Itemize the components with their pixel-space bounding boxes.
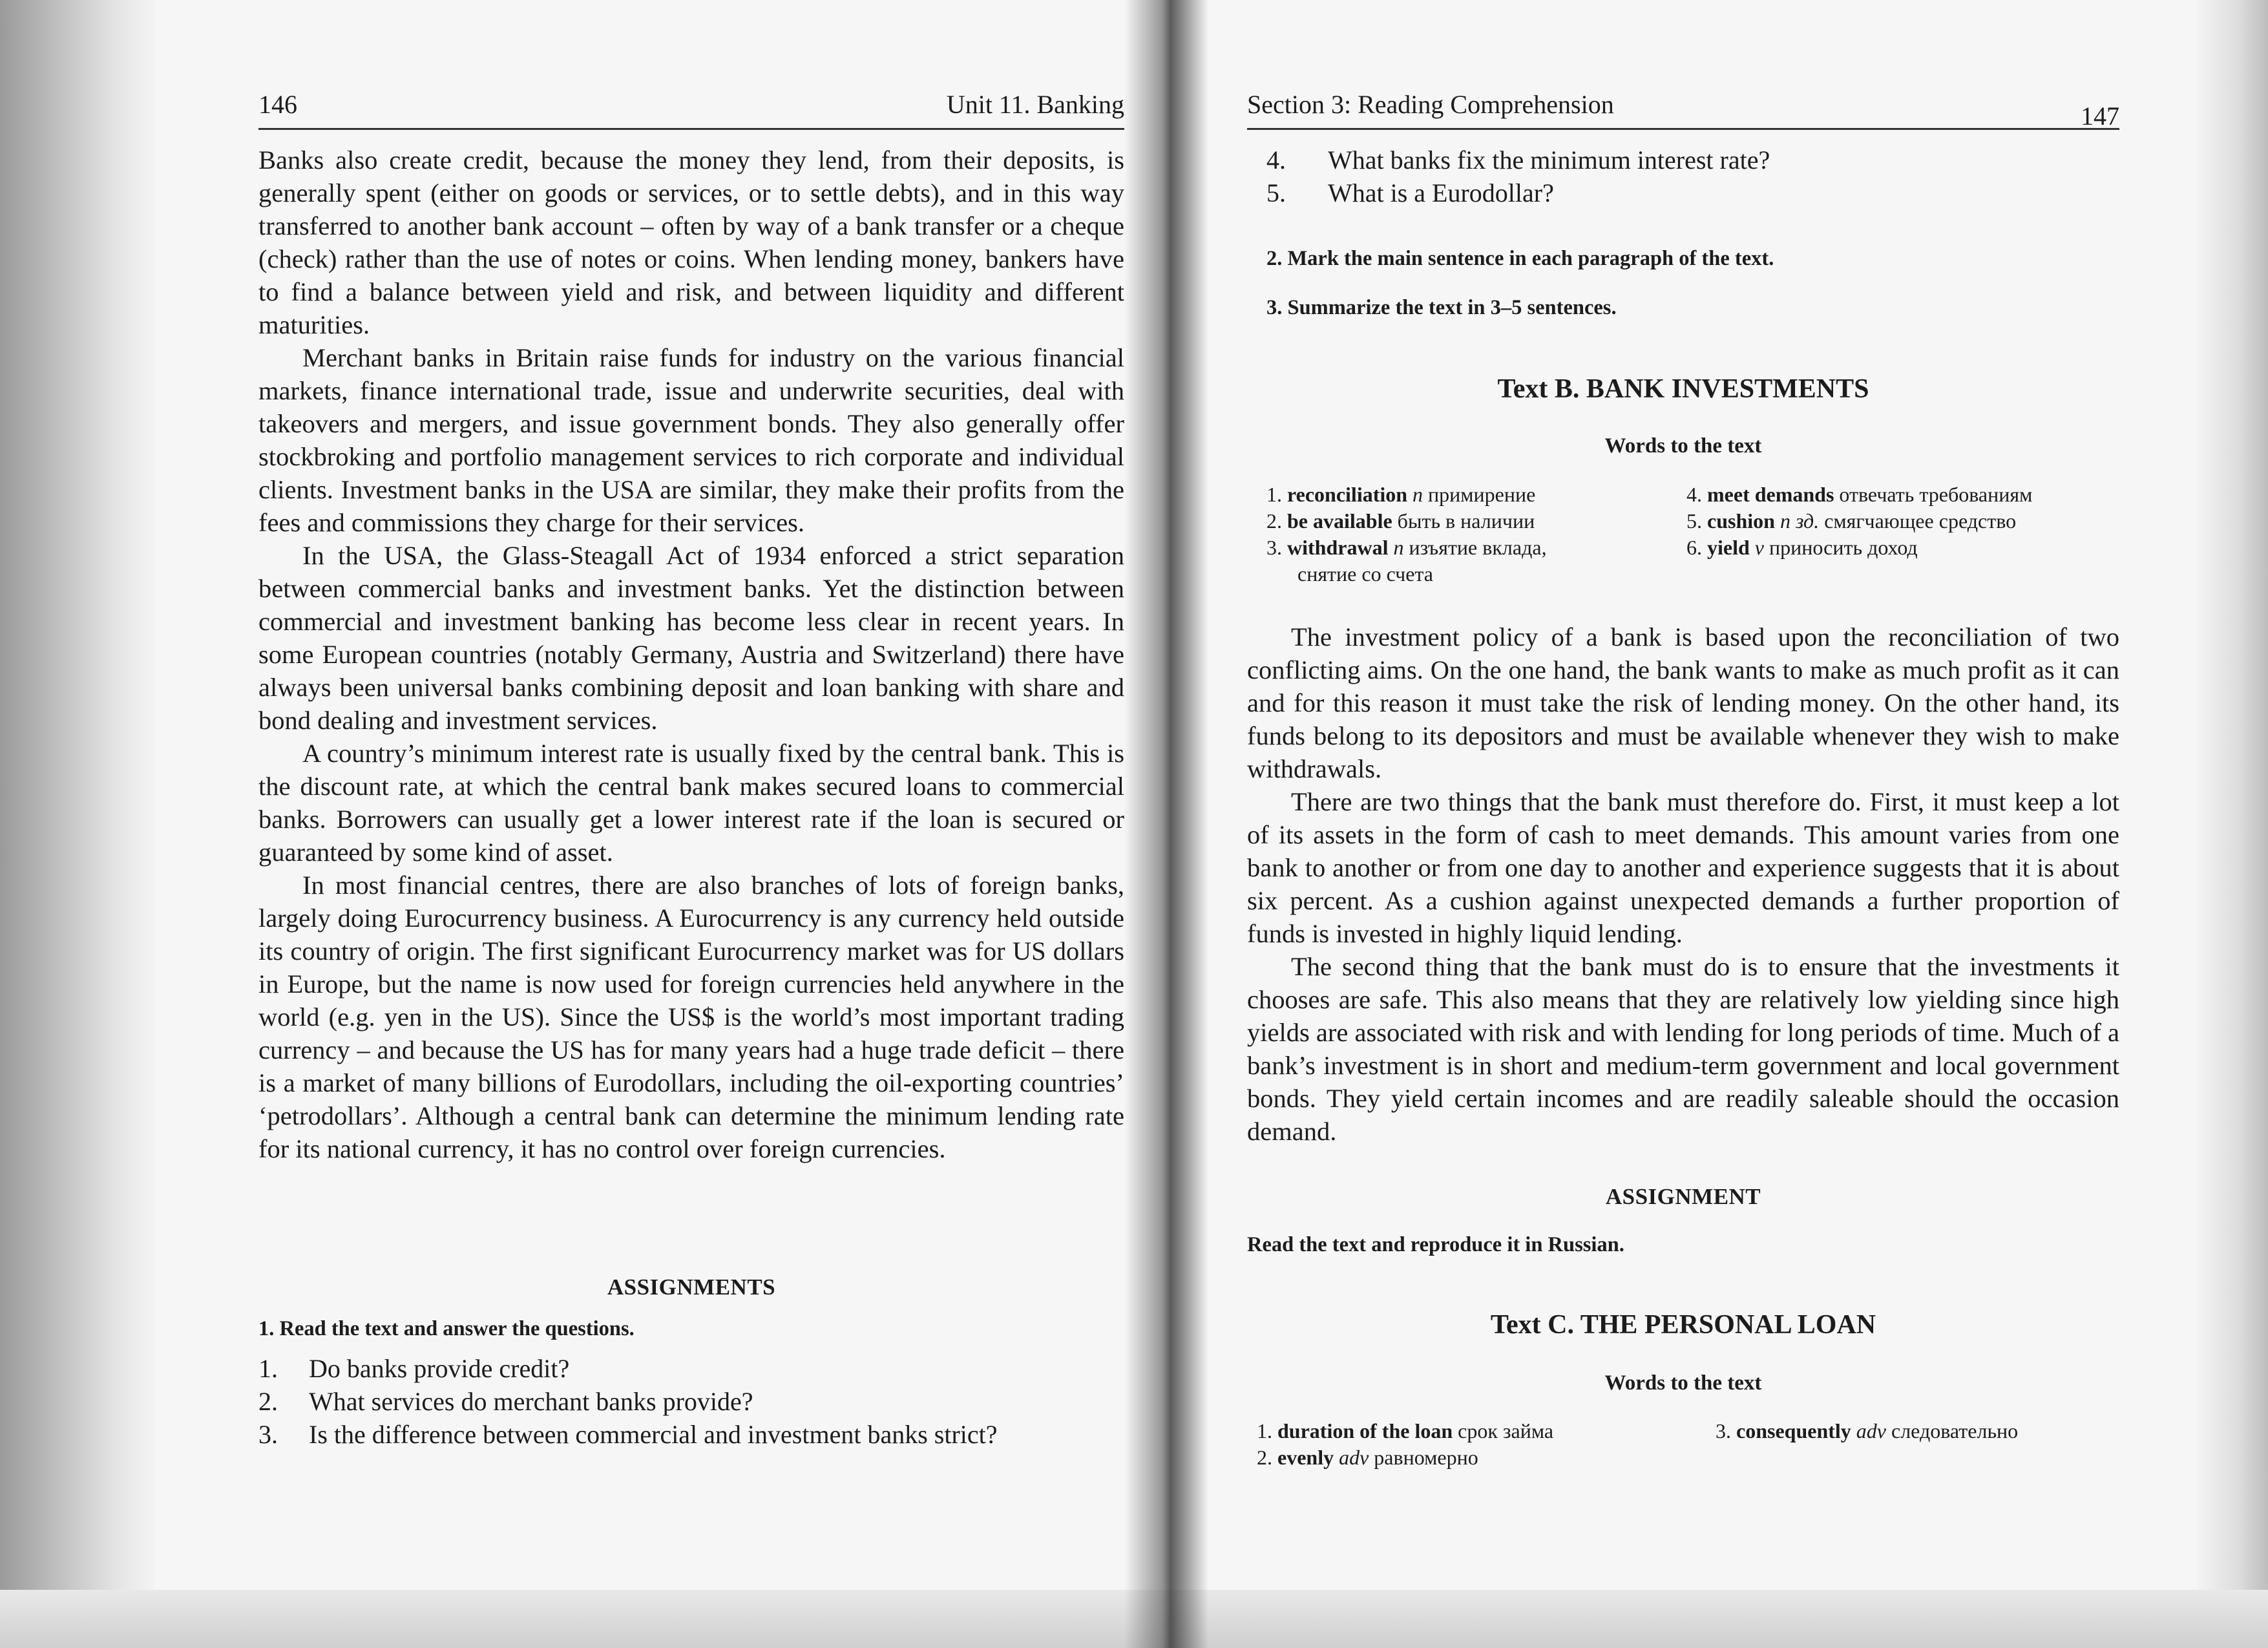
paragraph: The investment policy of a bank is based upon the reconciliation of two conflicting aims. On the one hand, the bank wants to make as much profit as it can and for this reason it must take the risk of lending money. On the other hand, its funds belong to its depositors and must be available whenever they wish to make withdrawals. [1247, 622, 2119, 783]
vocab-item: 1. reconciliation n примирение [1266, 483, 1536, 506]
vocab-item: 1. duration of the loan срок займа [1257, 1419, 1554, 1442]
left-running-header [258, 89, 1124, 130]
paragraph: Merchant banks in Britain raise funds for industry on the various financial markets, finance international trade, issue and underwrite securities, deal with takeovers and mergers, and issue government bonds. They also generally offer stockbroking and portfolio management services to rich corporate and individual clients. Investment banks in the USA are similar, they make their profits from the fees and commissions they charge for their services. [258, 343, 1124, 537]
page-number: 147 [2081, 101, 2119, 131]
text-c-title: Text C. THE PERSONAL LOAN [1490, 1310, 1876, 1340]
page-number: 146 [258, 90, 297, 119]
paragraph: There are two things that the bank must therefore do. First, it must keep a lot of its assets in the form of cash to meet demands. This amount varies from one bank to another or from one day to another and experience suggests that it is about six percent. As a cushion against unexpected demands a further proportion of funds is invested in highly liquid lending. [1247, 787, 2119, 948]
words-to-the-text-heading: Words to the text [1604, 1371, 1762, 1395]
vocab-item: 2. evenly adv равномерно [1257, 1446, 1478, 1469]
assignment-task: Read the text and reproduce it in Russian. [1247, 1233, 1624, 1256]
right-body-text [1247, 620, 2119, 1148]
text-b-title: Text B. BANK INVESTMENTS [1497, 374, 1869, 404]
left-body-text [258, 143, 1124, 1165]
book-gutter [1124, 0, 1208, 1648]
vocab-item: 3. withdrawal n изъятие вклада, [1266, 536, 1547, 559]
page-edge-right [2197, 0, 2268, 1648]
left-page [258, 0, 1124, 1648]
paragraph: Banks also create credit, because the money they lend, from their deposits, is generally spent (either on goods or services, or to settle debts), and in this way transferred to another bank account – often by way of a bank transfer or a cheque (check) rather than the use of notes or coins. When lending money, bankers have to find a balance between yield and risk, and between liquidity and different maturities. [258, 145, 1124, 339]
vocab-item: 5. cushion n зд. смягчающее средство [1686, 509, 2017, 533]
paragraph: In the USA, the Glass-Steagall Act of 1934 enforced a strict separation between commercial banks and investment banks. Yet the distinction between commercial and investment banking has become less clear in recent years. In some European countries (notably Germany, Austria and Switzerland) there have always been universal banks combining deposit and loan banking with share and bond dealing and investment services. [258, 541, 1124, 735]
paragraph: The second thing that the bank must do is to ensure that the investments it chooses are safe. This also means that they are relatively low yielding since high yields are associated with risk and with lending for long periods of time. Much of a bank’s investment is in short and medium-term government and local government bonds. They yield certain incomes and are readily saleable should the occasion demand. [1247, 952, 2119, 1146]
question-item: 2. What services do merchant banks provide? [258, 1387, 753, 1416]
question-item: 3. Is the difference between commercial and investment banks strict? [258, 1420, 998, 1449]
question-item: 5. What is a Eurodollar? [1266, 178, 1554, 207]
vocab-item-continuation: снятие со счета [1297, 562, 1433, 586]
assignment-heading: ASSIGNMENT [1605, 1184, 1761, 1209]
left-assignments [258, 1271, 1124, 1451]
vocab-item: 6. yield v приносить доход [1686, 536, 1918, 559]
right-running-header [1247, 89, 2119, 130]
words-to-the-text-heading: Words to the text [1604, 434, 1762, 458]
vocab-list-c-right [1716, 1418, 2018, 1444]
paragraph: A country’s minimum interest rate is usually fixed by the central bank. This is the discount rate, at which the central bank makes secured loans to commercial banks. Borrowers can usually get a lower interest rate if the loan is secured or guaranteed by some kind of asset. [258, 739, 1124, 867]
vocab-item: 2. be available быть в наличии [1266, 509, 1535, 533]
question-list [1266, 143, 2119, 209]
vocab-item: 3. consequently adv следовательно [1716, 1419, 2019, 1442]
vocab-list-b-left [1266, 481, 1547, 587]
right-page [1247, 0, 2119, 1648]
question-item: 4. What banks fix the minimum interest rate? [1266, 145, 1770, 174]
vocab-list-c-left [1257, 1418, 1553, 1471]
paragraph: In most financial centres, there are also branches of lots of foreign banks, largely doing Eurocurrency business. A Eurocurrency is any currency held outside its country of origin. The first significant Eurocurrency market was for US dollars in Europe, but the name is now used for foreign currencies held anywhere in the world (e.g. yen in the US). Since the US$ is the world’s most important trading currency – and because the US has for many years had a huge trade deficit – there is a market of many billions of Eurodollars, including the oil-exporting countries’ ‘petrodollars’. Although a central bank can determine the minimum lending rate for its national currency, it has no control over foreign currencies. [258, 871, 1124, 1163]
running-title: Unit 11. Banking [946, 90, 1124, 119]
assignments-heading: ASSIGNMENTS [607, 1274, 776, 1300]
question-item: 1. Do banks provide credit? [258, 1354, 570, 1383]
vocab-item: 4. meet demands отвечать требованиям [1686, 483, 2033, 506]
task-2: 2. Mark the main sentence in each paragraph of the text. [1266, 247, 1774, 270]
vocab-list-b-right [1686, 481, 2032, 561]
page-edge-left [0, 0, 155, 1648]
task-3: 3. Summarize the text in 3–5 sentences. [1266, 296, 1617, 319]
right-questions [1266, 143, 2119, 209]
running-title: Section 3: Reading Comprehension [1247, 90, 1614, 119]
task-1: 1. Read the text and answer the questions. [258, 1317, 635, 1340]
question-list [258, 1352, 1124, 1451]
